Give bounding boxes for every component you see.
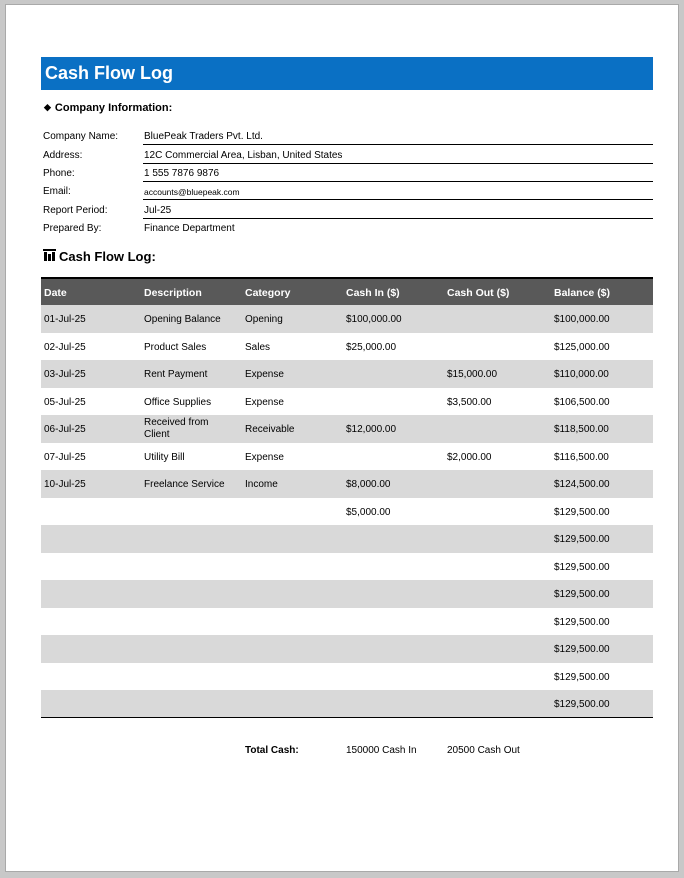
info-underline [143,199,653,200]
cell-balance: $110,000.00 [554,369,609,380]
info-label: Address: [43,150,83,161]
cell-description: Utility Bill [144,451,185,463]
table-row [41,525,653,553]
info-value: 1 555 7876 9876 [144,168,220,179]
col-header-cash-in: Cash In ($) [346,287,400,299]
info-value: accounts@bluepeak.com [144,187,240,197]
cell-category: Income [245,479,278,490]
table-header [41,277,653,305]
total-cash-out: 20500 Cash Out [447,745,520,756]
cell-balance: $129,500.00 [554,506,610,518]
cell-category: Expense [245,369,284,380]
info-label: Email: [43,186,71,197]
cell-balance: $100,000.00 [554,314,610,325]
cell-cash-out: $15,000.00 [447,369,498,380]
cell-balance: $129,500.00 [554,534,610,545]
table-row [41,608,653,636]
cash-flow-log-heading [43,249,156,264]
table-row [41,415,653,443]
table-bottom-rule [41,717,653,718]
table-body [41,305,653,718]
info-underline [143,144,653,145]
document-page [5,4,679,872]
cell-date: 02-Jul-25 [44,341,86,353]
cell-date: 06-Jul-25 [44,424,86,435]
bar-chart-icon [43,249,56,264]
cell-category: Opening [245,314,283,325]
info-value: Finance Department [144,223,235,234]
cell-date: 01-Jul-25 [44,314,86,325]
page-title: Cash Flow Log [41,57,653,90]
cell-cash-in: $100,000.00 [346,314,402,325]
cell-description: Received from Client [144,417,209,440]
cell-balance: $129,500.00 [554,561,610,573]
info-row-email [43,182,653,200]
table-row [41,690,653,718]
cell-balance: $124,500.00 [554,479,610,490]
cell-balance: $129,500.00 [554,616,610,628]
cell-balance: $129,500.00 [554,671,610,683]
cell-cash-in: $8,000.00 [346,479,391,490]
table-row [41,305,653,333]
info-label: Company Name: [43,131,119,142]
cash-flow-log-heading-text: Cash Flow Log: [59,249,156,264]
table-row [41,580,653,608]
col-header-description: Description [144,287,202,299]
info-row-address [43,146,653,164]
cell-balance: $106,500.00 [554,396,610,408]
cell-description: Office Supplies [144,396,212,408]
cell-balance: $129,500.00 [554,644,610,655]
col-header-balance: Balance ($) [554,287,611,299]
cell-date: 05-Jul-25 [44,396,86,408]
info-value: 12C Commercial Area, Lisban, United States [144,150,343,161]
info-row-phone [43,164,653,182]
cell-cash-in: $12,000.00 [346,424,397,435]
cell-category: Expense [245,451,284,463]
cell-balance: $125,000.00 [554,341,610,353]
cell-description: Freelance Service [144,479,225,490]
company-info-heading-text: Company Information: [54,102,173,114]
cell-date: 07-Jul-25 [44,451,86,463]
table-row [41,553,653,581]
info-row-company-name [43,127,653,145]
info-row-report-period [43,201,653,219]
info-row-prepared-by [43,219,653,237]
cell-description: Product Sales [144,341,207,353]
cell-description: Rent Payment [144,369,208,380]
cell-date: 10-Jul-25 [44,479,86,490]
company-info-heading [44,102,172,114]
col-header-cash-out: Cash Out ($) [447,287,510,299]
info-label: Prepared By: [43,223,102,234]
cell-category: Receivable [245,424,295,435]
col-header-date: Date [44,287,67,299]
table-row [41,635,653,663]
table-row [41,360,653,388]
table-row [41,663,653,691]
col-header-category: Category [245,287,291,299]
cell-category: Expense [245,396,284,408]
cell-category: Sales [245,341,271,353]
total-cash-label: Total Cash: [245,745,299,756]
cell-cash-out: $2,000.00 [447,451,492,463]
diamond-bullet-icon: ◆ [44,102,51,112]
table-row [41,498,653,526]
table-row [41,470,653,498]
cell-balance: $118,500.00 [554,424,609,435]
cell-balance: $129,500.00 [554,589,610,600]
cell-cash-out: $3,500.00 [447,396,492,408]
info-value: Jul-25 [144,205,172,216]
total-cash-in: 150000 Cash In [346,745,417,756]
cell-cash-in: $5,000.00 [346,506,391,518]
table-row [41,388,653,416]
cell-date: 03-Jul-25 [44,369,86,380]
info-label: Phone: [43,168,75,179]
info-label: Report Period: [43,205,108,216]
cell-balance: $129,500.00 [554,699,610,710]
info-value: BluePeak Traders Pvt. Ltd. [144,131,263,142]
cell-balance: $116,500.00 [554,451,609,463]
table-row [41,333,653,361]
table-row [41,443,653,471]
cell-cash-in: $25,000.00 [346,341,397,353]
cell-description: Opening Balance [144,314,221,325]
